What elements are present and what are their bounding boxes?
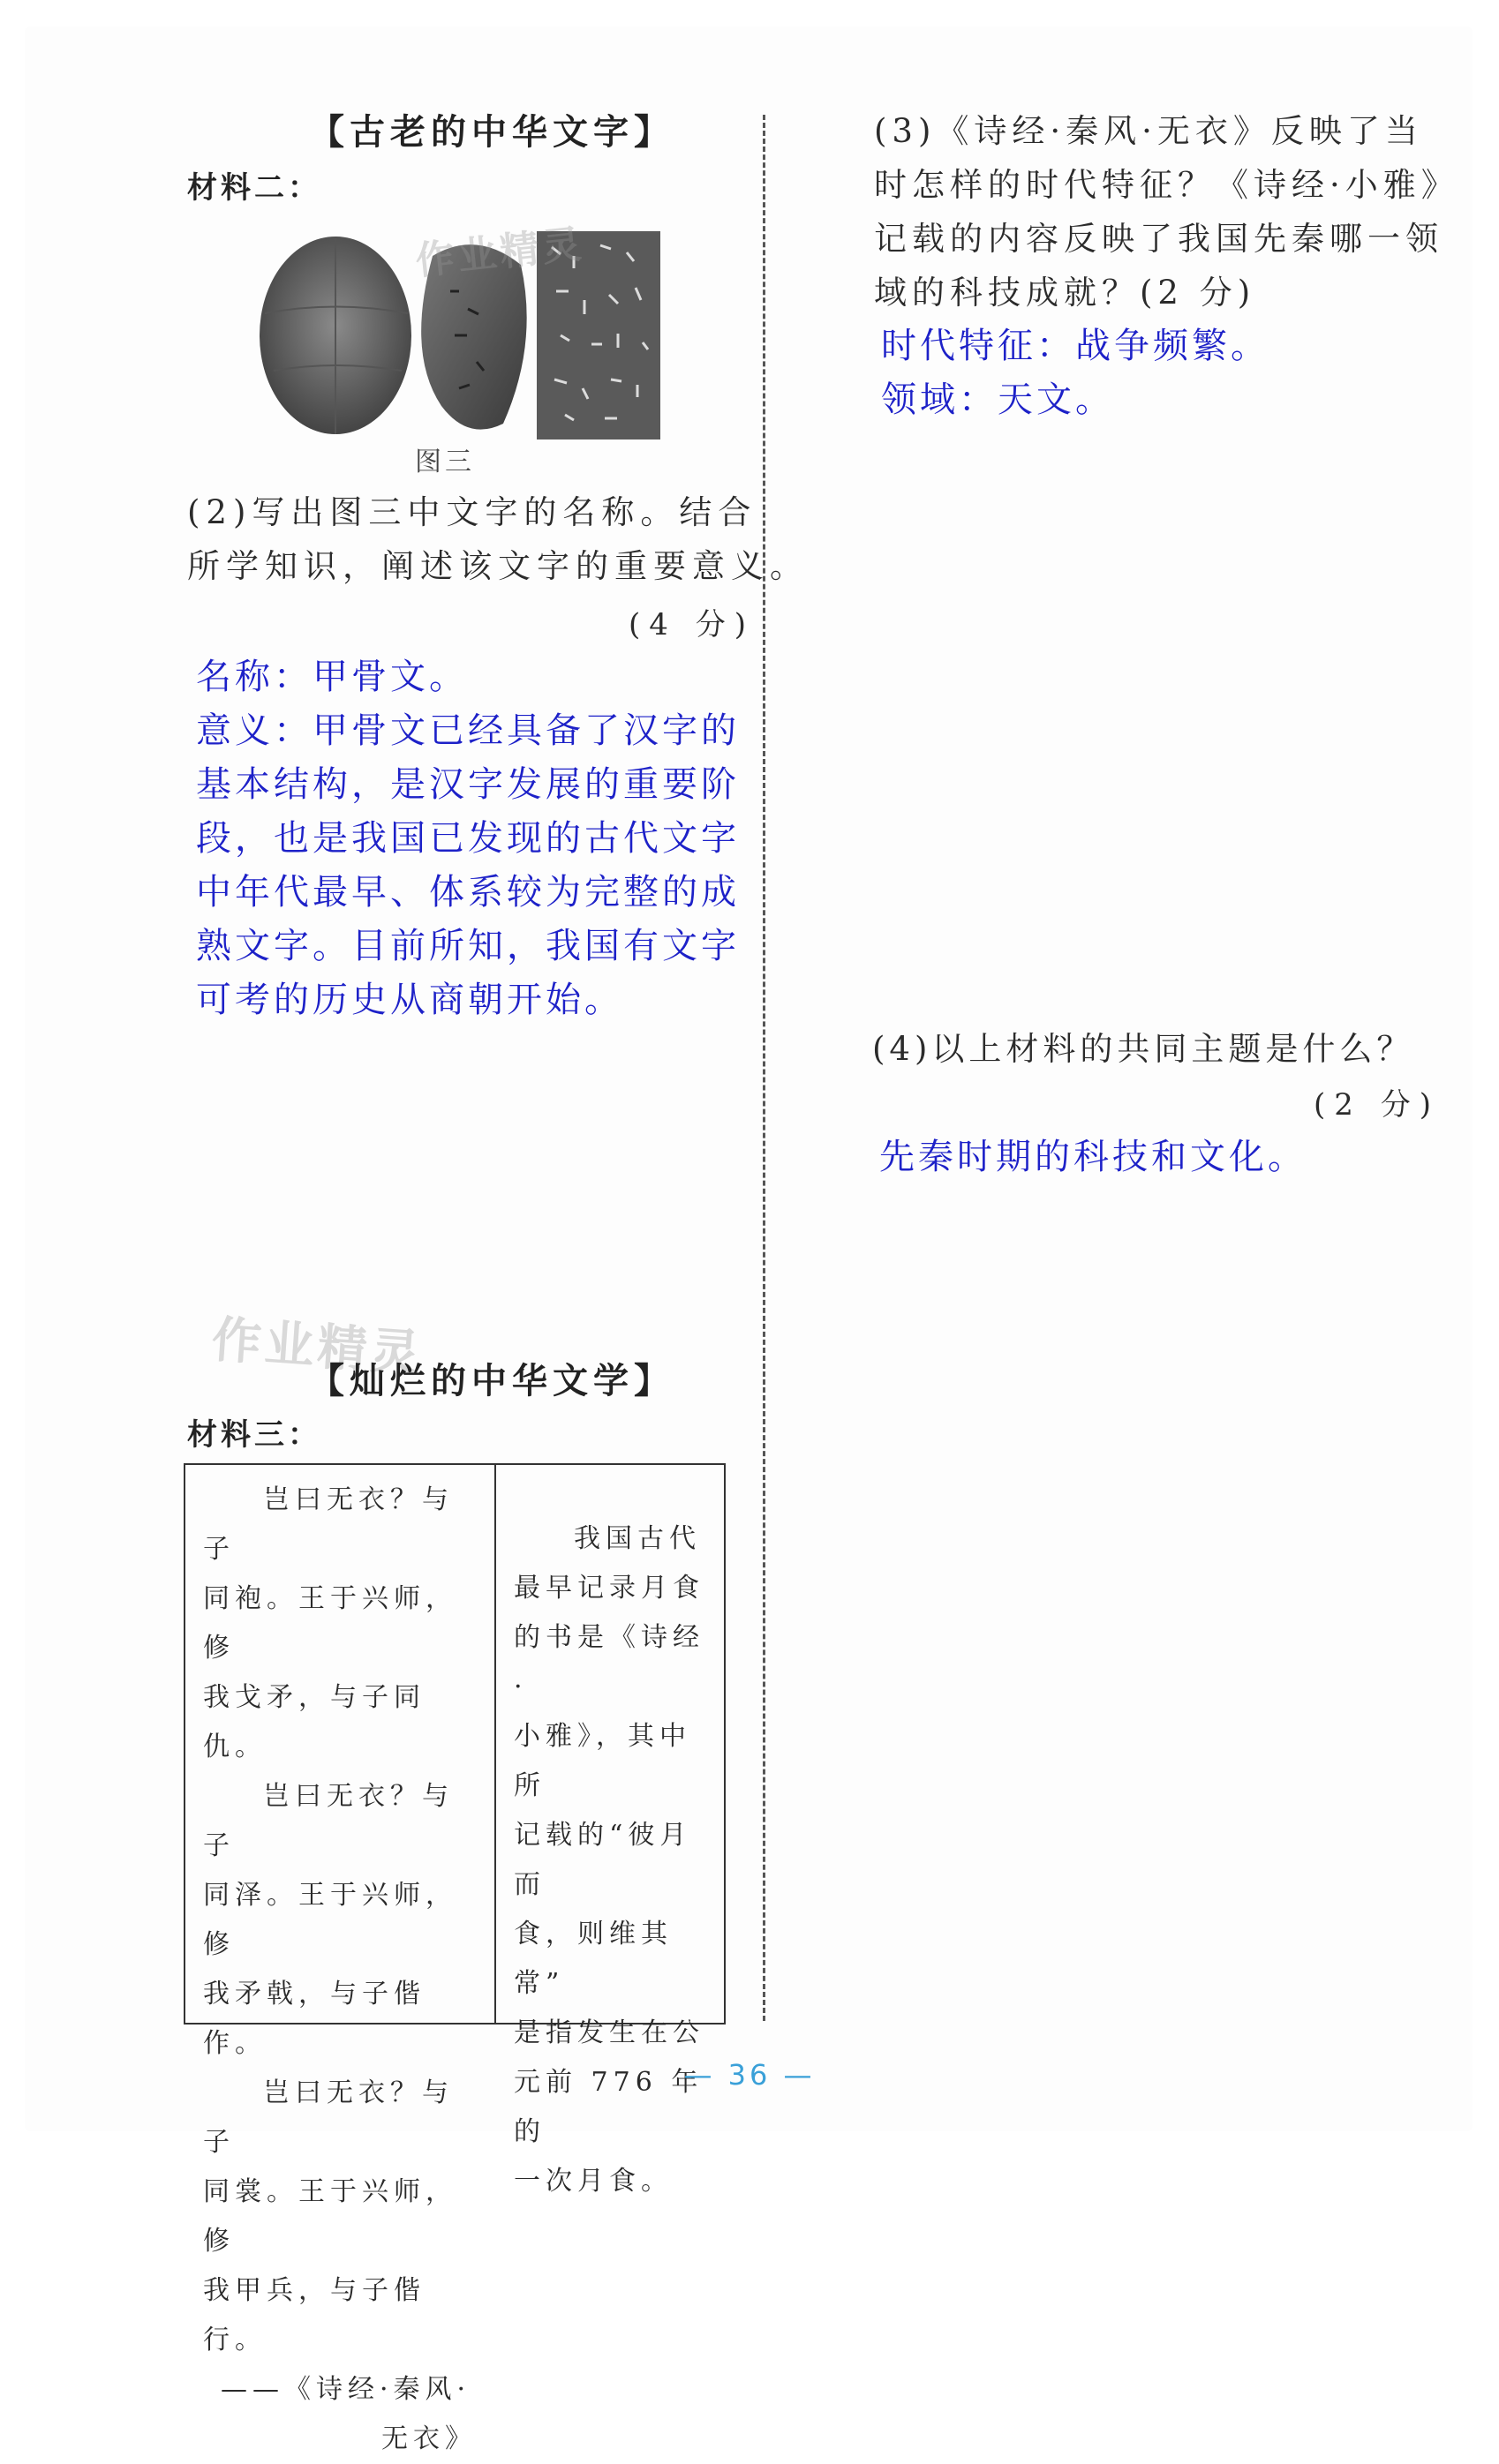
answer-3-line: 领域：天文。 [881,379,1114,420]
question-3-line: (3)《诗经·秦风·无衣》反映了当 [874,112,1423,150]
page-number: — 36 — [683,2058,816,2092]
eclipse-line: 最早记录月食 [514,1573,704,1604]
question-2-line-2: 所学知识，阐述该文字的重要意义。 [187,547,809,585]
answer-3-line: 时代特征：战争频繁。 [881,326,1269,366]
answer-2-line: 意义：甲骨文已经具备了汉字的 [196,710,740,751]
question-2-line-1: (2)写出图三中文字的名称。结合 [187,493,757,531]
column-divider [763,115,765,2021]
eclipse-line: 一次月食。 [514,2166,673,2197]
answer-3 [881,319,1269,427]
section-title-literature: 【灿烂的中华文学】 [309,1361,674,1401]
eclipse-line: 小雅》，其中所 [514,1721,691,1801]
question-4: (4)以上材料的共同主题是什么？ [872,1030,1414,1068]
section-title-ancient-script: 【古老的中华文字】 [309,112,674,153]
answer-2-line: 段，也是我国已发现的古代文字 [196,818,740,859]
poem-line: 我甲兵，与子偕行。 [203,2275,426,2355]
answer-2 [196,650,740,1027]
question-3-line: 域的科技成就？(2 分) [874,274,1256,312]
question-3 [874,104,1459,319]
poem-source: 无衣》 [381,2423,477,2454]
poem-line: 我矛戟，与子偕作。 [203,1979,426,2059]
answer-2-line: 中年代最早、体系较为完整的成 [196,872,740,913]
question-3-line: 时怎样的时代特征？《诗经·小雅》 [874,166,1459,204]
poem-line: 岂曰无衣？与子 [203,1484,454,1565]
material-3-table [184,1463,726,2454]
poem-line: 同裳。王于兴师，修 [203,2176,457,2257]
poem-cell [185,1465,496,2454]
eclipse-line: 的书是《诗经· [514,1622,704,1702]
eclipse-cell [496,1465,724,2197]
answer-2-line: 名称：甲骨文。 [196,657,468,697]
poem-source: ——《诗经·秦风· [221,2374,471,2405]
question-3-line: 记载的内容反映了我国先秦哪一领 [874,220,1443,258]
poem-line: 同泽。王于兴师，修 [203,1880,457,1960]
eclipse-line: 记载的“彼月而 [514,1820,692,1900]
eclipse-line: 元前 776 年的 [514,2067,704,2147]
question-2-score: (4 分) [629,607,755,642]
turtle-shell-image [260,237,411,434]
material-3-label: 材料三： [187,1417,321,1453]
figure-caption: 图三 [415,447,475,477]
poem-line: 同袍。王于兴师，修 [203,1583,457,1664]
answer-2-line: 可考的历史从商朝开始。 [196,980,623,1020]
answer-4: 先秦时期的科技和文化。 [879,1137,1307,1177]
poem-line: 岂曰无衣？与子 [203,2077,454,2158]
answer-2-line: 基本结构，是汉字发展的重要阶 [196,764,740,805]
poem-line: 岂曰无衣？与子 [203,1781,454,1861]
eclipse-line: 是指发生在公 [514,2017,704,2048]
eclipse-line: 食，则维其常” [514,1919,673,1999]
question-2 [187,485,809,593]
watermark-bottom: 作业精灵 [209,1311,426,1384]
answer-2-line: 熟文字。目前所知，我国有文字 [196,926,740,966]
watermark-top: 作业精灵 [413,222,587,284]
poem-line: 我戈矛，与子同仇。 [203,1682,426,1762]
question-4-score: (2 分) [1314,1087,1440,1123]
material-2-label: 材料二： [187,170,321,206]
eclipse-line: 我国古代 [574,1523,701,1554]
